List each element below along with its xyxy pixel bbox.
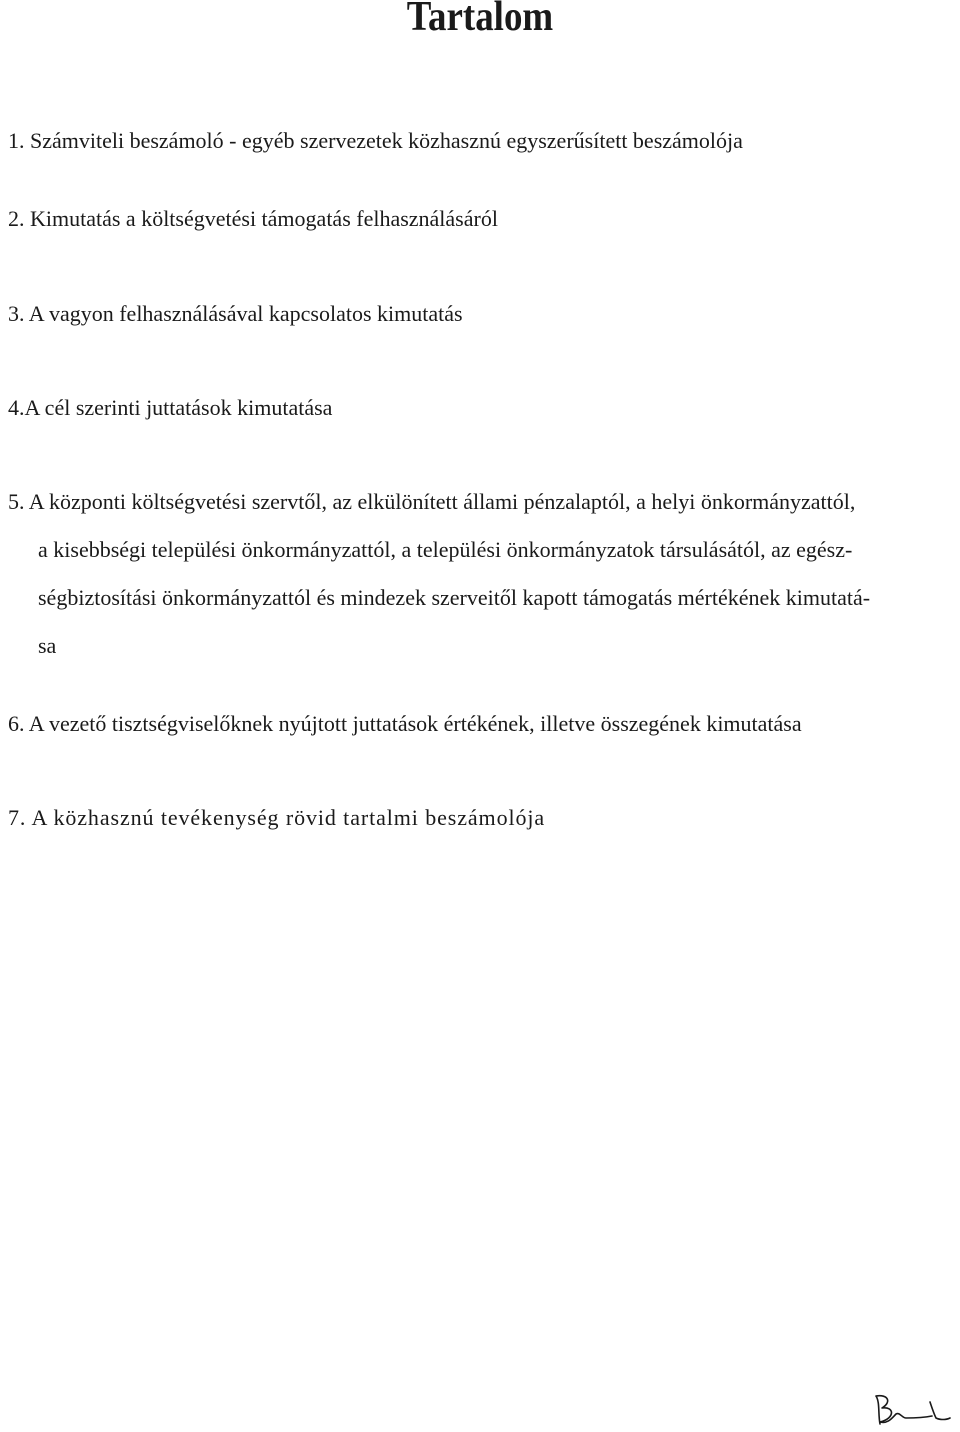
handwritten-signature xyxy=(866,1388,952,1432)
toc-item-5-line-3: ségbiztosítási önkormányzattól és mindezek szerveitől kapott támogatás mértékének kimutatá- xyxy=(38,585,871,610)
toc-item-2: 2. Kimutatás a költségvetési támogatás felhasználásáról xyxy=(8,206,498,231)
toc-item-1: 1. Számviteli beszámoló - egyéb szervezetek közhasznú egyszerűsített beszámolója xyxy=(8,128,743,153)
toc-item-3: 3. A vagyon felhasználásával kapcsolatos kimutatás xyxy=(8,301,463,326)
toc-item-6: 6. A vezető tisztségviselőknek nyújtott juttatások értékének, illetve összegének kimutatása xyxy=(8,711,802,736)
page-title: Tartalom xyxy=(406,0,554,40)
toc-item-5-line-2: a kisebbségi települési önkormányzattól, a települési önkormányzatok társulásától, az egész- xyxy=(38,537,853,562)
toc-item-7: 7. A közhasznú tevékenység rövid tartalmi beszámolója xyxy=(8,805,546,830)
toc-item-5 xyxy=(8,478,958,670)
toc-item-5-line-1: 5. A központi költségvetési szervtől, az elkülönített állami pénzalaptól, a helyi önkormányzattól, xyxy=(8,489,856,514)
toc-item-4: 4.A cél szerinti juttatások kimutatása xyxy=(8,395,333,420)
toc-item-5-line-4: sa xyxy=(38,633,57,658)
